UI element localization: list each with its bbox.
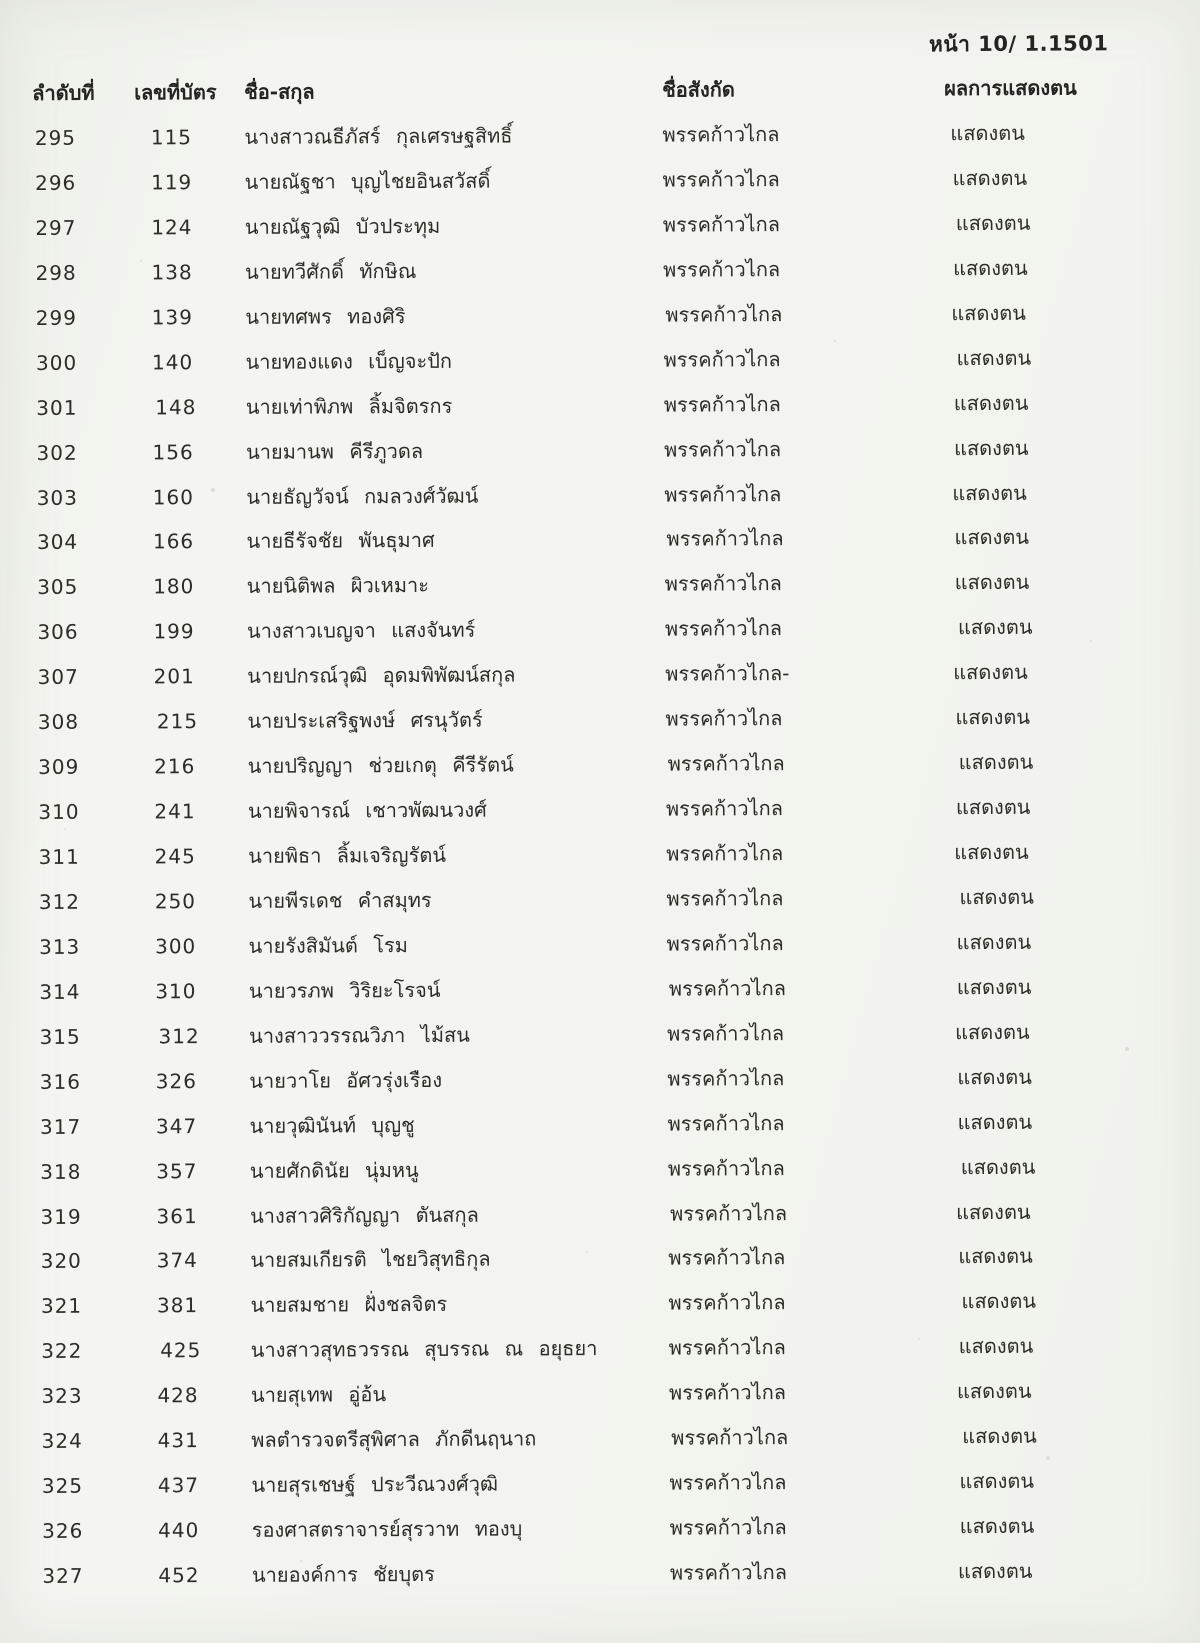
row-person-name: นายพิจารณ์ เชาวพัฒนวงศ์ [247,797,487,823]
row-person-name: นายปริญญา ช่วยเกตุ คีรีรัตน์ [247,752,514,778]
table-row [3,1416,1200,1467]
row-person-name: นายปกรณ์วุฒิ อุดมพิพัฒน์สกุล [247,662,516,689]
row-order-number: 297 [35,215,77,240]
table-row [0,877,1200,928]
row-order-number: 316 [39,1069,82,1094]
row-card-number: 312 [158,1023,200,1049]
row-order-number: 305 [37,575,79,600]
table-row [0,697,1200,748]
row-affiliation: พรรคก้าวไกล [664,481,782,507]
row-affiliation: พรรคก้าวไกล [667,751,785,776]
row-order-number: 320 [40,1249,82,1274]
row-affiliation: พรรคก้าวไกล [665,796,784,821]
row-result: แสดงตน [958,1244,1033,1269]
row-affiliation: พรรคก้าวไกล [671,1425,789,1450]
row-person-name: นายรังสิมันต์ โรม [248,932,408,958]
row-order-number: 314 [39,979,81,1004]
row-card-number: 381 [156,1293,199,1318]
row-affiliation: พรรคก้าวไกล [666,930,784,956]
row-affiliation: พรรคก้าวไกล [662,166,780,192]
row-result: แสดงตน [956,929,1032,955]
table-row [0,113,1197,164]
row-card-number: 215 [156,709,199,734]
row-affiliation: พรรคก้าวไกล [664,616,783,641]
row-result: แสดงตน [957,1064,1032,1089]
row-order-number: 313 [38,934,81,959]
row-person-name: นายวรภพ วิริยะโรจน์ [248,977,441,1003]
table-body [0,113,1200,1602]
row-order-number: 315 [39,1024,81,1049]
table-row [1,967,1200,1018]
row-affiliation: พรรคก้าวไกล [663,256,781,282]
row-affiliation: พรรคก้าวไกล [669,1560,788,1585]
row-affiliation: พรรคก้าวไกล [669,1515,787,1540]
row-affiliation: พรรคก้าวไกล [665,301,783,327]
table-row [1,1057,1200,1108]
row-order-number: 296 [34,170,77,195]
row-person-name: นายเท่าพิภพ ลิ้มจิตรกร [245,393,453,419]
row-order-number: 326 [42,1518,84,1543]
row-card-number: 140 [151,349,194,375]
table-row [1,1101,1200,1152]
row-person-name: นายธัญวัจน์ กมลวงศ์วัฒน์ [246,483,479,509]
row-result: แสดงตน [951,300,1026,325]
column-header-affiliation: ชื่อสังกัด [662,77,735,102]
row-card-number: 201 [153,664,195,689]
row-person-name: นายพีรเดช คำสมุทร [248,887,432,913]
row-person-name: นายทองแดง เบ็ญจะปัก [245,348,453,374]
row-affiliation: พรรคก้าวไกล [662,122,780,147]
row-card-number: 440 [158,1518,200,1543]
row-person-name: นายมานพ คีรีภูวดล [245,438,424,464]
row-order-number: 325 [41,1473,84,1499]
row-order-number: 310 [38,799,80,825]
table-row [2,1191,1200,1242]
table-row [0,787,1200,838]
table-row [0,517,1199,568]
row-card-number: 425 [160,1338,202,1363]
table-row [0,832,1200,883]
row-affiliation: พรรคก้าวไกล [667,1110,785,1136]
table-row [0,742,1200,793]
row-order-number: 311 [38,844,80,869]
row-result: แสดงตน [962,1423,1037,1449]
table-row [4,1551,1200,1602]
table-row [0,248,1197,299]
table-row [2,1281,1200,1332]
row-person-name: นายองค์การ ชัยบุตร [251,1561,435,1587]
table-row [0,427,1198,478]
table-row [3,1371,1200,1422]
row-card-number: 250 [154,889,197,914]
table-row [0,338,1198,389]
row-card-number: 310 [155,978,197,1004]
row-affiliation: พรรคก้าวไกล [668,1245,786,1271]
table-row [0,652,1199,703]
row-result: แสดงตน [954,525,1030,550]
row-person-name: นายธีรัจชัย พันธุมาศ [246,528,435,554]
row-result: แสดงตน [953,390,1029,415]
row-order-number: 300 [35,350,78,375]
row-card-number: 160 [152,484,194,509]
row-card-number: 139 [151,304,194,330]
row-card-number: 216 [154,754,196,779]
row-order-number: 312 [38,889,81,914]
row-card-number: 361 [156,1203,198,1228]
row-person-name: นางสาวศิริกัญญา ตันสกุล [249,1202,479,1228]
row-card-number: 437 [157,1473,200,1498]
row-order-number: 307 [37,664,79,690]
row-card-number: 428 [157,1383,199,1408]
row-order-number: 308 [37,709,80,735]
page-number-label: หน้า 10/ 1.1501 [928,31,1109,57]
column-header-order: ลำดับที่ [32,80,95,105]
row-order-number: 324 [41,1428,83,1454]
table-row [0,472,1198,523]
row-card-number: 241 [154,799,196,824]
row-affiliation: พรรคก้าวไกล [667,1155,785,1181]
row-affiliation: พรรคก้าวไกล [669,1470,787,1495]
row-affiliation: พรรคก้าวไกล [668,1335,786,1360]
column-header-name: ชื่อ-สกุล [244,79,315,104]
row-order-number: 299 [35,305,78,330]
row-result: แสดงตน [959,884,1034,910]
row-affiliation: พรรคก้าวไกล [668,975,786,1001]
table-row [1,922,1200,973]
row-order-number: 327 [42,1563,84,1588]
row-affiliation: พรรคก้าวไกล [667,1020,785,1046]
row-person-name: นายประเสริฐพงษ์ ศรนุวัตร์ [247,707,483,734]
row-card-number: 347 [155,1113,198,1138]
row-card-number: 156 [152,439,194,464]
row-result: แสดงตน [957,1558,1033,1584]
table-row [0,158,1197,209]
row-result: แสดงตน [952,480,1027,505]
row-person-name: นางสาววรรณวิภา ไม้สน [249,1022,470,1048]
row-card-number: 357 [156,1158,198,1183]
row-order-number: 323 [41,1383,83,1409]
table-row [0,203,1197,254]
row-card-number: 326 [155,1068,198,1094]
row-order-number: 318 [40,1159,82,1184]
row-person-name: นายศักดินัย นุ่มหนู [249,1157,419,1183]
row-affiliation: พรรคก้าวไกล [663,436,782,462]
row-result: แสดงตน [955,1019,1030,1044]
row-result: แสดงตน [953,255,1028,280]
row-order-number: 306 [37,620,79,645]
row-person-name: นายนิติพล ผิวเหมาะ [246,573,430,599]
row-affiliation: พรรคก้าวไกล [669,1200,788,1226]
row-result: แสดงตน [955,794,1031,820]
row-card-number: 148 [155,394,197,419]
row-person-name: รองศาสตราจารย์สุรวาท ทองบุ [251,1516,523,1542]
row-affiliation: พรรคก้าวไกล [665,706,783,731]
row-result: แสดงตน [953,660,1028,685]
row-result: แสดงตน [952,165,1028,191]
row-result: แสดงตน [953,435,1029,460]
table-row [2,1146,1200,1197]
row-result: แสดงตน [954,570,1030,595]
row-affiliation: พรรคก้าวไกล [666,885,784,911]
row-card-number: 124 [151,215,193,240]
row-affiliation: พรรคก้าวไกล- [665,661,790,686]
row-person-name: นายวุฒินันท์ บุญชู [249,1112,415,1138]
row-person-name: นายวาโย อัศวรุ่งเรือง [249,1067,443,1093]
row-affiliation: พรรคก้าวไกล [663,391,781,417]
row-affiliation: พรรคก้าวไกล [666,841,784,866]
row-order-number: 295 [34,125,77,150]
row-result: แสดงตน [950,120,1025,146]
row-card-number: 300 [154,933,197,959]
row-person-name: นางสาวสุทธวรรณ สุบรรณ ณ อยุธยา [250,1336,598,1363]
row-person-name: นายสุรเชษฐ์ ประวีณวงศ์วุฒิ [251,1471,499,1497]
row-result: แสดงตน [956,1378,1032,1404]
row-person-name: พลตำรวจตรีสุพิศาล ภักดีนฤนาถ [251,1426,537,1453]
table-row [0,607,1199,658]
row-order-number: 301 [36,395,78,420]
row-affiliation: พรรคก้าวไกล [666,526,784,552]
row-result: แสดงตน [955,1199,1031,1224]
row-person-name: นายพิธา ลิ้มเจริญรัตน์ [248,842,447,868]
row-affiliation: พรรคก้าวไกล [664,571,782,597]
row-order-number: 304 [36,530,79,555]
row-order-number: 298 [35,260,77,285]
row-person-name: นายทศพร ทองศิริ [245,303,406,329]
row-order-number: 302 [36,440,78,465]
row-result: แสดงตน [955,704,1031,730]
row-affiliation: พรรคก้าวไกล [667,1065,785,1091]
row-card-number: 166 [152,529,195,554]
row-person-name: นายทวีศักดิ์ ทักษิณ [245,258,417,284]
table-row [3,1326,1200,1377]
row-card-number: 452 [158,1563,200,1588]
row-card-number: 119 [150,170,193,195]
row-order-number: 319 [40,1204,82,1229]
table-row [4,1506,1200,1557]
row-person-name: นายสุเทพ อู่อ้น [250,1382,387,1408]
row-result: แสดงตน [956,974,1032,999]
row-order-number: 317 [39,1114,82,1139]
table-row [2,1236,1200,1287]
row-card-number: 431 [157,1428,199,1453]
row-card-number: 245 [154,844,196,869]
row-affiliation: พรรคก้าวไกล [668,1380,787,1405]
row-order-number: 303 [36,485,78,510]
row-card-number: 115 [150,125,193,150]
row-result: แสดงตน [958,749,1034,775]
row-person-name: นายณัฐวุฒิ บัวประทุม [244,213,441,239]
row-result: แสดงตน [957,1109,1033,1134]
row-result: แสดงตน [954,839,1029,865]
table-row [0,382,1198,433]
row-affiliation: พรรคก้าวไกล [662,211,780,237]
row-result: แสดงตน [959,1513,1035,1539]
row-order-number: 322 [41,1339,83,1364]
row-person-name: นายณัฐชา บุญไชยอินสวัสดิ์ [244,168,491,194]
row-card-number: 138 [151,259,193,285]
row-result: แสดงตน [960,1154,1036,1179]
row-result: แสดงตน [958,1334,1034,1359]
table-row [0,293,1197,344]
row-result: แสดงตน [956,345,1032,370]
row-result: แสดงตน [957,615,1033,640]
row-person-name: นายสมชาย ฝั่งชลจิตร [250,1292,448,1318]
column-header-card-number: เลขที่บัตร [134,79,217,105]
row-affiliation: พรรคก้าวไกล [668,1290,786,1316]
row-card-number: 374 [156,1248,198,1273]
row-order-number: 321 [40,1294,83,1319]
row-affiliation: พรรคก้าวไกล [663,346,781,372]
table-row [3,1461,1200,1512]
row-person-name: นางสาวณธีภัสร์ กุลเศรษฐสิทธิ์ [244,123,513,149]
row-result: แสดงตน [959,1468,1035,1494]
row-card-number: 199 [153,619,195,644]
row-order-number: 309 [38,754,80,780]
table-row [1,1012,1200,1063]
row-person-name: นางสาวเบญจา แสงจันทร์ [246,617,476,644]
table-row [0,562,1199,613]
row-card-number: 180 [153,574,195,599]
row-result: แสดงตน [955,210,1031,236]
row-person-name: นายสมเกียรติ ไชยวิสุทธิกุล [250,1247,491,1273]
column-header-result: ผลการแสดงตน [944,75,1077,101]
row-result: แสดงตน [961,1289,1037,1314]
scan-speckles [0,0,2,2]
